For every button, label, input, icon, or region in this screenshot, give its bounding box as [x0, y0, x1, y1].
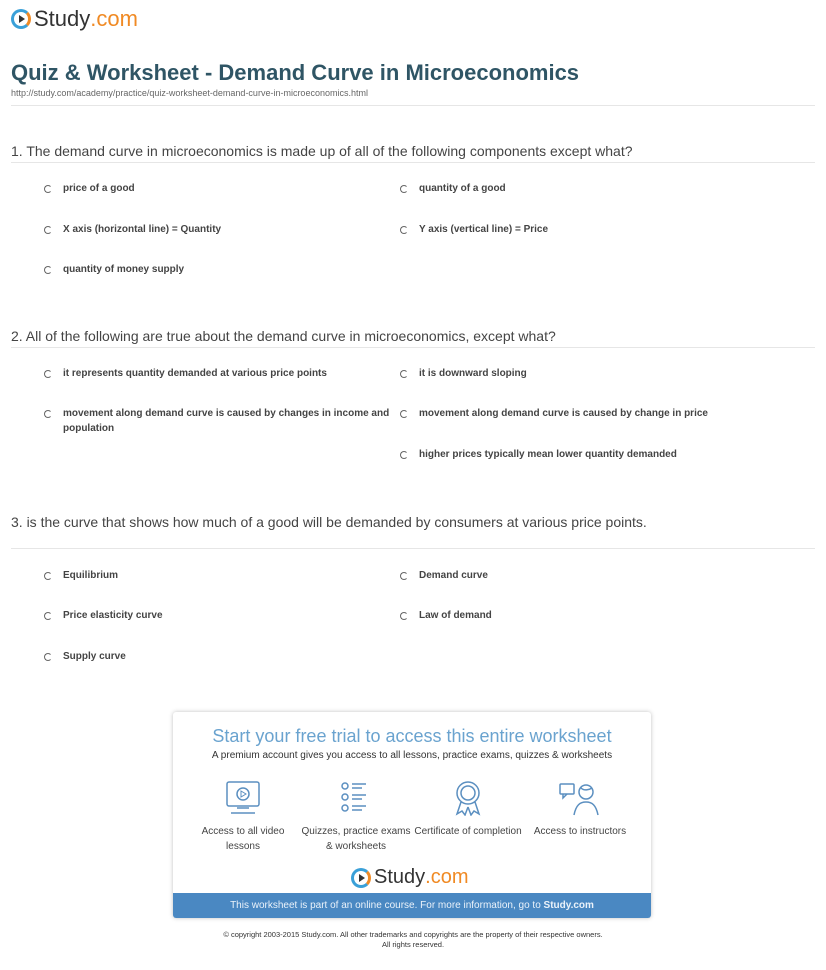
radio-button[interactable]: [400, 226, 408, 234]
radio-button[interactable]: [44, 185, 52, 193]
divider: [11, 548, 815, 549]
promo-heading: Start your free trial to access this entire worksheet: [212, 726, 612, 746]
radio-button[interactable]: [44, 266, 52, 274]
logo-text: Study: [34, 6, 91, 31]
feature-video: [188, 780, 298, 854]
logo-suffix: .com: [425, 866, 469, 888]
radio-button[interactable]: [44, 572, 52, 580]
bar-text: This worksheet is part of an online course. For more information, go to: [230, 900, 544, 911]
instructor-icon: [558, 780, 602, 816]
answer-option[interactable]: Law of demand: [419, 610, 492, 621]
feature-label: Access to instructors: [533, 826, 627, 837]
answer-option[interactable]: Demand curve: [419, 570, 488, 581]
answer-option[interactable]: it is downward sloping: [419, 368, 527, 379]
question-3: 3. is the curve that shows how much of a good will be demanded by consumers at various price points.: [11, 514, 647, 530]
divider: [11, 162, 815, 163]
free-trial-promo: [173, 712, 651, 918]
radio-button[interactable]: [44, 653, 52, 661]
video-icon: [223, 780, 263, 816]
radio-button[interactable]: [400, 410, 408, 418]
radio-button[interactable]: [44, 226, 52, 234]
answer-option[interactable]: quantity of money supply: [63, 264, 185, 275]
study-link[interactable]: Study.com: [543, 900, 594, 911]
answer-option[interactable]: Supply curve: [63, 651, 126, 662]
feature-instructors: [525, 780, 635, 839]
answer-option[interactable]: Equilibrium: [63, 570, 118, 581]
page-url: http://study.com/academy/practice/quiz-worksheet-demand-curve-in-microeconomics.html: [11, 88, 368, 98]
copyright-line: © copyright 2003-2015 Study.com. All other trademarks and copyrights are the property of their respective owners.: [223, 930, 603, 939]
question-2: 2. All of the following are true about the demand curve in microeconomics, except what?: [11, 328, 556, 344]
radio-button[interactable]: [400, 572, 408, 580]
question-1: 1. The demand curve in microeconomics is made up of all of the following components except what?: [11, 143, 633, 159]
feature-label: Access to all video lessons: [201, 826, 285, 852]
play-icon: [351, 868, 371, 888]
feature-label: Quizzes, practice exams & worksheets: [301, 826, 411, 852]
copyright: [0, 930, 826, 950]
feature-label: Certificate of completion: [414, 826, 522, 837]
answer-option[interactable]: Price elasticity curve: [63, 610, 163, 621]
radio-button[interactable]: [44, 612, 52, 620]
radio-button[interactable]: [400, 612, 408, 620]
answer-option[interactable]: X axis (horizontal line) = Quantity: [63, 224, 222, 235]
radio-button[interactable]: [44, 370, 52, 378]
answer-option[interactable]: movement along demand curve is caused by changes in income and population: [63, 408, 390, 434]
logo-suffix: .com: [90, 6, 138, 31]
promo-subheading: A premium account gives you access to all lessons, practice exams, quizzes & worksheets: [211, 750, 613, 761]
answer-option[interactable]: quantity of a good: [419, 183, 506, 194]
answer-option[interactable]: higher prices typically mean lower quantity demanded: [419, 449, 677, 460]
certificate-icon: [448, 780, 488, 816]
feature-certificate: [413, 780, 523, 839]
answer-option[interactable]: Y axis (vertical line) = Price: [419, 224, 549, 235]
logo-text: Study: [374, 866, 426, 888]
divider: [11, 105, 815, 106]
feature-quizzes: [301, 780, 411, 854]
course-info-bar: [173, 893, 651, 918]
answer-option[interactable]: it represents quantity demanded at various price points: [63, 368, 327, 379]
answer-option[interactable]: price of a good: [63, 183, 135, 194]
promo-study-logo[interactable]: [351, 866, 469, 889]
divider: [11, 347, 815, 348]
list-icon: [336, 780, 376, 816]
study-logo[interactable]: [11, 6, 138, 32]
radio-button[interactable]: [400, 451, 408, 459]
radio-button[interactable]: [400, 185, 408, 193]
radio-button[interactable]: [400, 370, 408, 378]
rights-line: All rights reserved.: [381, 940, 445, 949]
answer-option[interactable]: movement along demand curve is caused by change in price: [419, 408, 708, 419]
radio-button[interactable]: [44, 410, 52, 418]
page-title: Quiz & Worksheet - Demand Curve in Microeconomics: [11, 60, 580, 85]
play-icon: [11, 9, 31, 29]
